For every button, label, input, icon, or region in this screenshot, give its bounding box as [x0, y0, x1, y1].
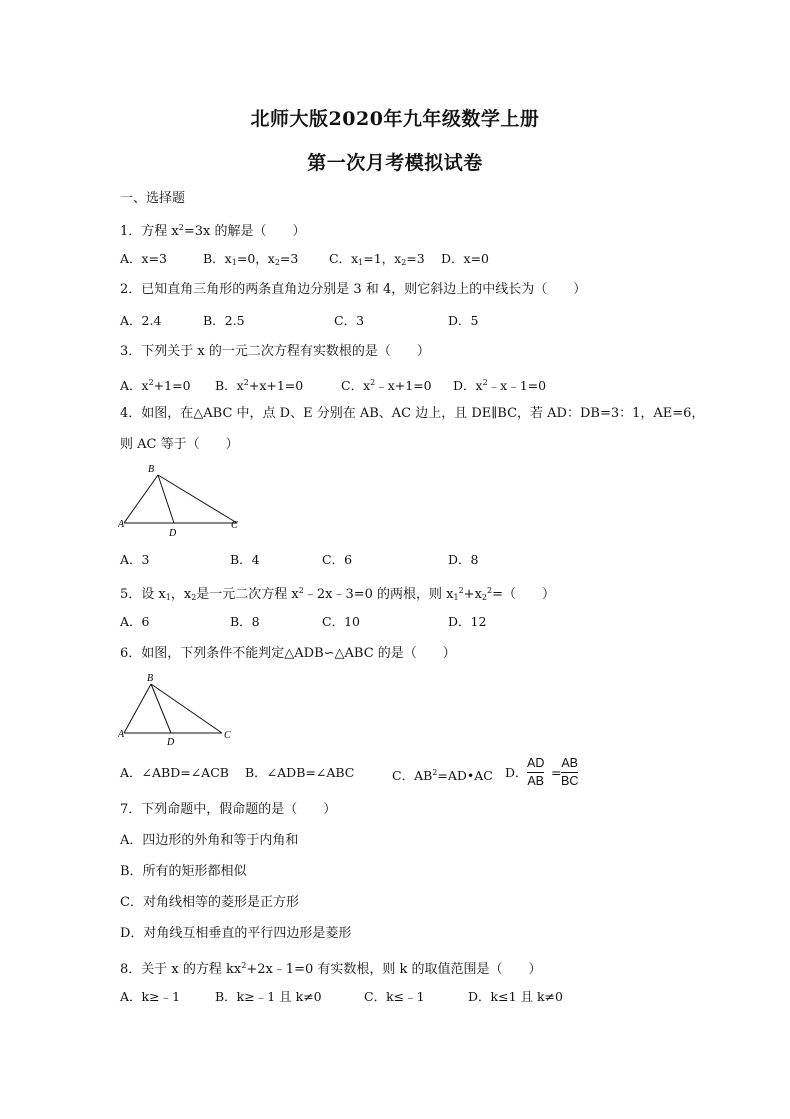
question-6-option-c: C．$AB^2=AD•AC$ [392, 768, 493, 783]
question-6-option-a: A．∠ABD=∠ACB [120, 765, 229, 780]
fraction-denominator: AB [527, 774, 545, 788]
question-4-option-b: B．4 [230, 552, 260, 567]
segment-bc [158, 475, 237, 523]
page-title: 北师大版2020年九年级数学上册 [250, 108, 540, 130]
question-2-stem: 2．已知直角三角形的两条直角边分别是 3 和 4，则它斜边上的中线长为（ ） [120, 282, 587, 297]
fraction-numerator: AB [561, 756, 579, 770]
question-6-option-d-fraction-1 [527, 756, 544, 789]
vertex-label-a: A [118, 729, 125, 740]
question-4-stem-line1: 4．如图，在△ABC 中，点 D、E 分别在 AB、AC 边上，且 DE∥BC，若 AD：DB=3：1，AE=6， [120, 406, 705, 421]
question-1-option-c: C．$x_1=1$，$x_2=3$ [329, 251, 425, 267]
question-3-option-d: D．$x^2﹣x﹣1=0$ [453, 378, 547, 393]
section-heading: 一、选择题 [120, 191, 186, 206]
question-6-option-d-label: D． [505, 765, 528, 780]
question-6-triangle-figure [118, 672, 243, 748]
vertex-label-c: C [224, 730, 231, 741]
question-4-stem-line2: 则 AC 等于（ ） [120, 437, 239, 452]
question-1-option-a: A．x=3 [120, 251, 168, 266]
question-6-option-b: B．∠ADB=∠ABC [245, 765, 355, 780]
question-5-option-d: D．12 [448, 614, 487, 629]
segment-bc [151, 684, 222, 733]
fraction-denominator: BC [561, 774, 579, 788]
question-8-stem: 8．关于 x 的方程 $kx^2+2x﹣1=0$ 有实数根，则 k 的取值范围是（ ） [120, 961, 542, 977]
question-3-stem: 3．下列关于 x 的一元二次方程有实数根的是（ ） [120, 344, 430, 359]
question-2-option-b: B．2.5 [203, 313, 245, 328]
question-5-option-c: C．10 [322, 614, 360, 629]
question-8-option-a: A．k≥﹣1 [120, 989, 181, 1004]
question-3-option-a: A．$x^2+1=0$ [120, 378, 191, 393]
vertex-label-b: B [147, 673, 154, 684]
vertex-label-b: B [148, 464, 155, 475]
question-3-option-c: C．$x^2﹣x+1=0$ [341, 378, 432, 393]
question-6-option-d-equals: = [551, 765, 562, 780]
question-5-option-a: A．6 [120, 614, 150, 629]
question-2-option-d: D．5 [448, 313, 479, 328]
question-3-option-b: B．$x^2+x+1=0$ [215, 378, 304, 393]
question-6-option-d-fraction-2 [561, 756, 578, 789]
question-4-option-d: D．8 [448, 552, 479, 567]
question-2-option-a: A．2.4 [120, 313, 162, 328]
fraction-numerator: AD [527, 756, 545, 770]
question-5-stem: 5．设 $x_1$，$x_2$是一元二次方程 $x^2﹣2x﹣3=0$ 的两根，则 $x_1^2+x_2^2=$（ ） [120, 586, 555, 602]
question-1-option-b: B．$x_1=0$，$x_2=3$ [203, 251, 299, 267]
vertex-label-d: D [167, 737, 175, 748]
question-8-option-b: B．k≥﹣1 且 k≠0 [215, 989, 322, 1004]
question-7-option-a: A．四边形的外角和等于内角和 [120, 833, 299, 848]
question-5-option-b: B．8 [230, 614, 260, 629]
question-7-option-c: C．对角线相等的菱形是正方形 [120, 895, 299, 910]
question-8-option-d: D．k≤1 且 k≠0 [468, 989, 563, 1004]
vertex-label-a: A [118, 519, 125, 530]
question-4-option-c: C．6 [322, 552, 353, 567]
fraction-bar [527, 772, 544, 773]
question-7-option-b: B．所有的矩形都相似 [120, 864, 247, 879]
vertex-label-d: D [169, 528, 177, 539]
segment-ab [124, 684, 151, 733]
fraction-bar [561, 772, 578, 773]
question-7-stem: 7．下列命题中，假命题的是（ ） [120, 802, 337, 817]
question-1-stem: 1．方程 $x^2=3x$ 的解是（ ） [120, 223, 306, 239]
page-subtitle: 第一次月考模拟试卷 [307, 152, 483, 174]
question-8-option-c: C．k≤﹣1 [364, 989, 425, 1004]
vertex-label-c: C [231, 520, 238, 531]
question-6-stem: 6．如图，下列条件不能判定△ADB∽△ABC 的是（ ） [120, 646, 456, 661]
question-7-option-d: D．对角线互相垂直的平行四边形是菱形 [120, 926, 352, 941]
question-2-option-c: C．3 [334, 313, 365, 328]
question-4-option-a: A．3 [120, 552, 150, 567]
segment-ab [124, 475, 158, 523]
question-1-option-d: D．x=0 [441, 251, 489, 266]
question-4-triangle-figure [118, 462, 243, 540]
segment-bd [158, 475, 174, 523]
